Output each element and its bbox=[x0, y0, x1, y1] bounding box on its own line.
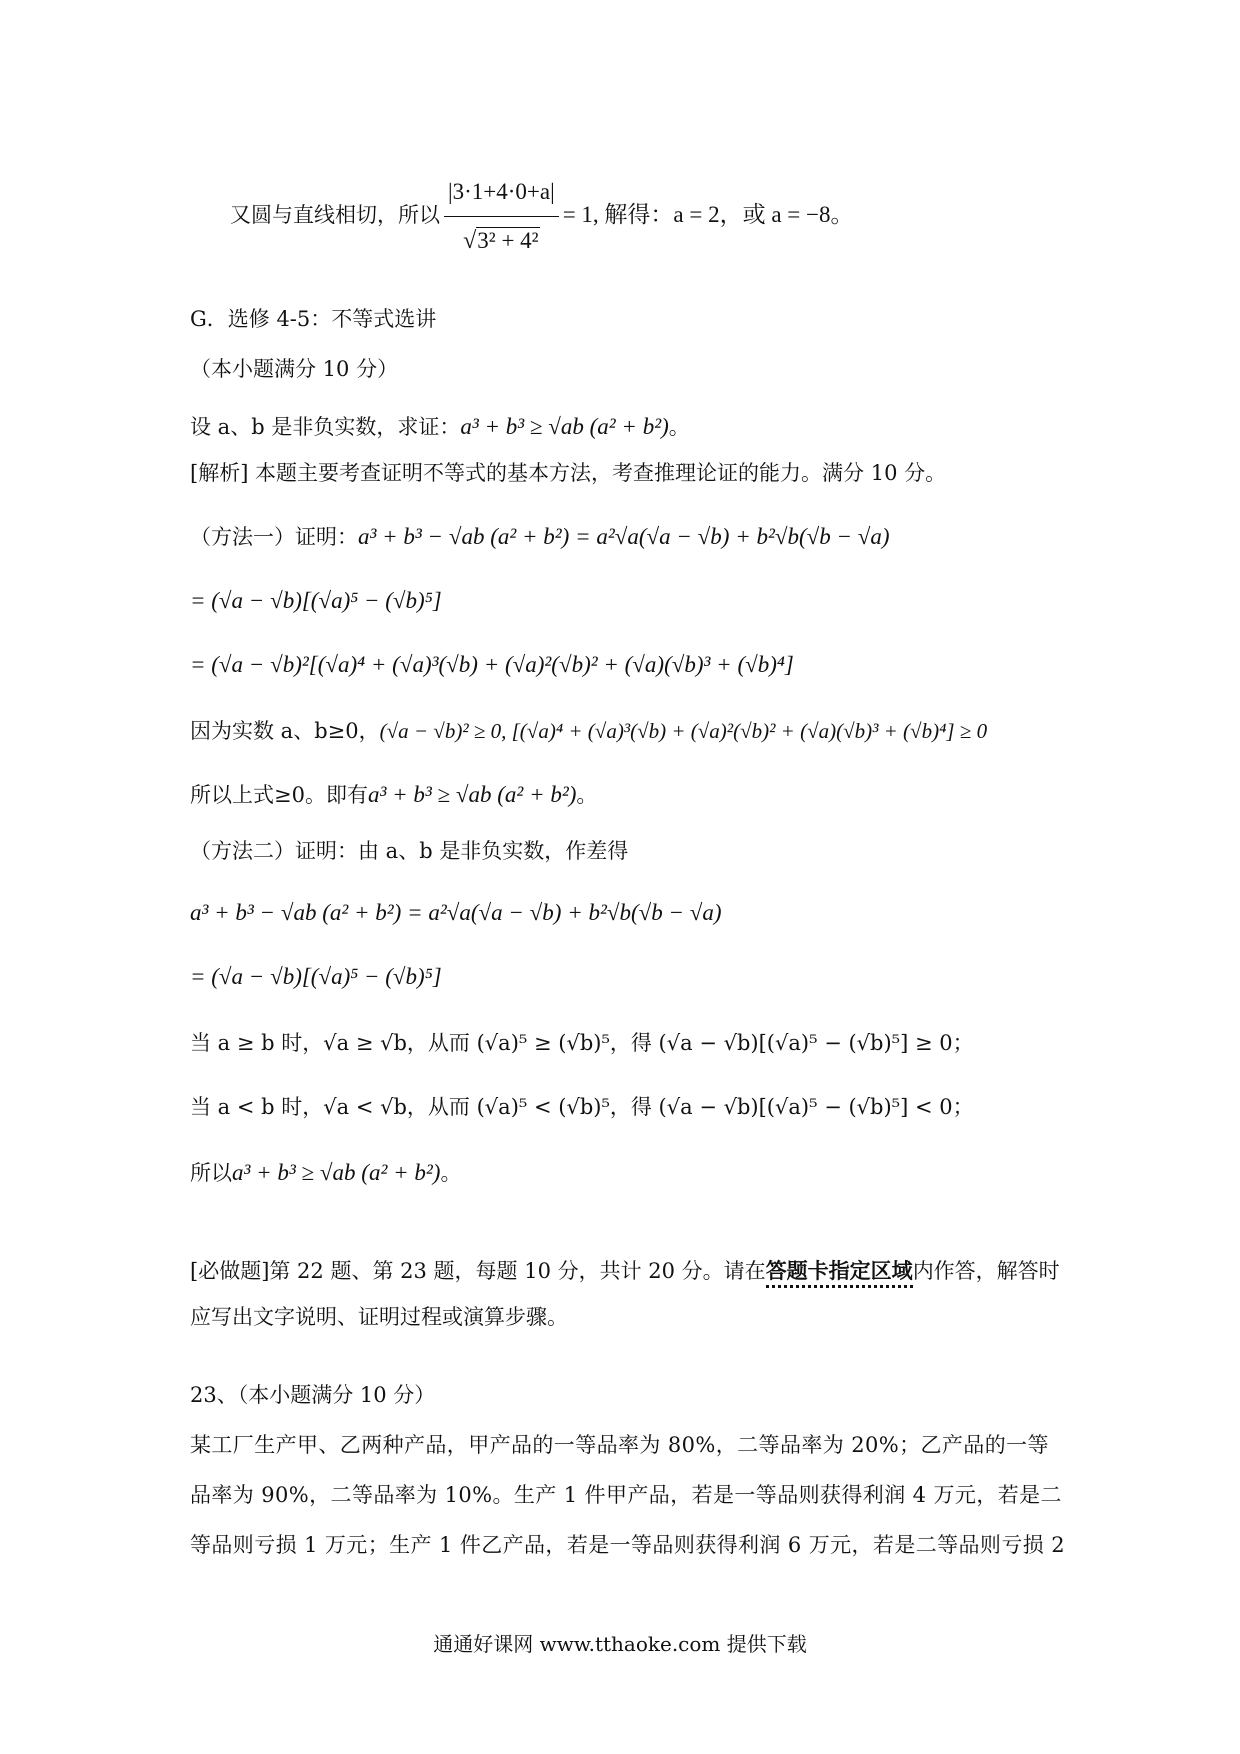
q23-line2: 品率为 90%，二等品率为 10%。生产 1 件甲产品，若是一等品则获得利润 4 万元，若是二 bbox=[190, 1483, 1062, 1507]
section-g-score: （本小题满分 10 分） bbox=[190, 357, 399, 381]
method2-line2: = (√a − √b)[(√a)⁵ − (√b)⁵] bbox=[190, 964, 442, 989]
section-g-problem bbox=[190, 412, 690, 442]
method1-line4-math: (√a − √b)² ≥ 0, [(√a)⁴ + (√a)³(√b) + (√a)²(√b)² + (√a)(√b)³ + (√b)⁴] ≥ 0 bbox=[379, 719, 988, 743]
tangent-line bbox=[230, 170, 854, 263]
method1-line2: = (√a − √b)[(√a)⁵ − (√b)⁵] bbox=[190, 588, 442, 613]
q23-title: 23、（本小题满分 10 分） bbox=[190, 1383, 436, 1407]
method1-eq1: a³ + b³ − √ab (a² + b²) = a²√a(√a − √b) + b²√b(√b − √a) bbox=[358, 524, 890, 549]
q23-line1: 某工厂生产甲、乙两种产品，甲产品的一等品率为 80%，二等品率为 20%；乙产品的一等 bbox=[190, 1433, 1049, 1457]
method1-line4 bbox=[190, 716, 987, 746]
method2-case2: 当 a < b 时，√a < √b，从而 (√a)⁵ < (√b)⁵，得 (√a − √b)[(√a)⁵ − (√b)⁵] < 0； bbox=[190, 1095, 974, 1119]
method1-line1 bbox=[190, 522, 890, 552]
distance-fraction: $\frac{|3\cdot 1+4\cdot 0+a|}{\text{√3² + 4²}}$ bbox=[444, 170, 559, 263]
problem-end: 。 bbox=[668, 415, 690, 439]
method2-heading: （方法二）证明：由 a、b 是非负实数，作差得 bbox=[190, 839, 629, 863]
tangent-prefix: 又圆与直线相切，所以 bbox=[230, 203, 440, 227]
method1-line4-prefix: 因为实数 a、b≥0， bbox=[190, 719, 380, 743]
section-g-analysis: [解析] 本题主要考查证明不等式的基本方法，考查推理论证的能力。满分 10 分。 bbox=[190, 461, 947, 485]
method1-line5 bbox=[190, 780, 597, 810]
required-prefix: [必做题]第 22 题、第 23 题，每题 10 分，共计 20 分。请在 bbox=[190, 1259, 766, 1283]
method2-conclusion-end: 。 bbox=[440, 1161, 462, 1185]
method1-line3: = (√a − √b)²[(√a)⁴ + (√a)³(√b) + (√a)²(√b)² + (√a)(√b)³ + (√b)⁴] bbox=[190, 652, 794, 677]
method1-line5-math: a³ + b³ ≥ √ab (a² + b²) bbox=[367, 782, 577, 807]
required-line2: 应写出文字说明、证明过程或演算步骤。 bbox=[190, 1305, 568, 1329]
method2-conclusion bbox=[190, 1158, 461, 1188]
fraction-numerator: |3·1+4·0+a| bbox=[444, 170, 559, 217]
problem-prefix: 设 a、b 是非负实数，求证： bbox=[190, 415, 461, 439]
method2-line1: a³ + b³ − √ab (a² + b²) = a²√a(√a − √b) + b²√b(√b − √a) bbox=[190, 900, 722, 925]
method2-conclusion-math: a³ + b³ ≥ √ab (a² + b²) bbox=[232, 1160, 441, 1185]
page-footer: 通通好课网 www.tthaoke.com 提供下载 bbox=[433, 1632, 807, 1656]
required-line1 bbox=[190, 1256, 1060, 1286]
answer-area-emphasis: 答题卡指定区域 bbox=[766, 1258, 913, 1288]
method2-case1: 当 a ≥ b 时，√a ≥ √b，从而 (√a)⁵ ≥ (√b)⁵，得 (√a − √b)[(√a)⁵ − (√b)⁵] ≥ 0； bbox=[190, 1031, 974, 1055]
method1-line5-end: 。 bbox=[576, 783, 598, 807]
q23-line3: 等品则亏损 1 万元；生产 1 件乙产品，若是一等品则获得利润 6 万元，若是二等品则亏损 2 bbox=[190, 1533, 1065, 1557]
required-suffix: 内作答，解答时 bbox=[912, 1259, 1060, 1283]
method1-line5-prefix: 所以上式≥0。即有 bbox=[190, 783, 368, 807]
problem-math: a³ + b³ ≥ √ab (a² + b²) bbox=[460, 414, 669, 439]
method1-heading: （方法一）证明： bbox=[190, 525, 358, 549]
method2-conclusion-prefix: 所以 bbox=[190, 1161, 232, 1185]
tangent-solution: = 1, 解得：a = 2，或 a = −8。 bbox=[562, 202, 854, 227]
fraction-denominator: 3² + 4² bbox=[477, 228, 539, 253]
section-g-title: G．选修 4-5：不等式选讲 bbox=[190, 307, 437, 331]
